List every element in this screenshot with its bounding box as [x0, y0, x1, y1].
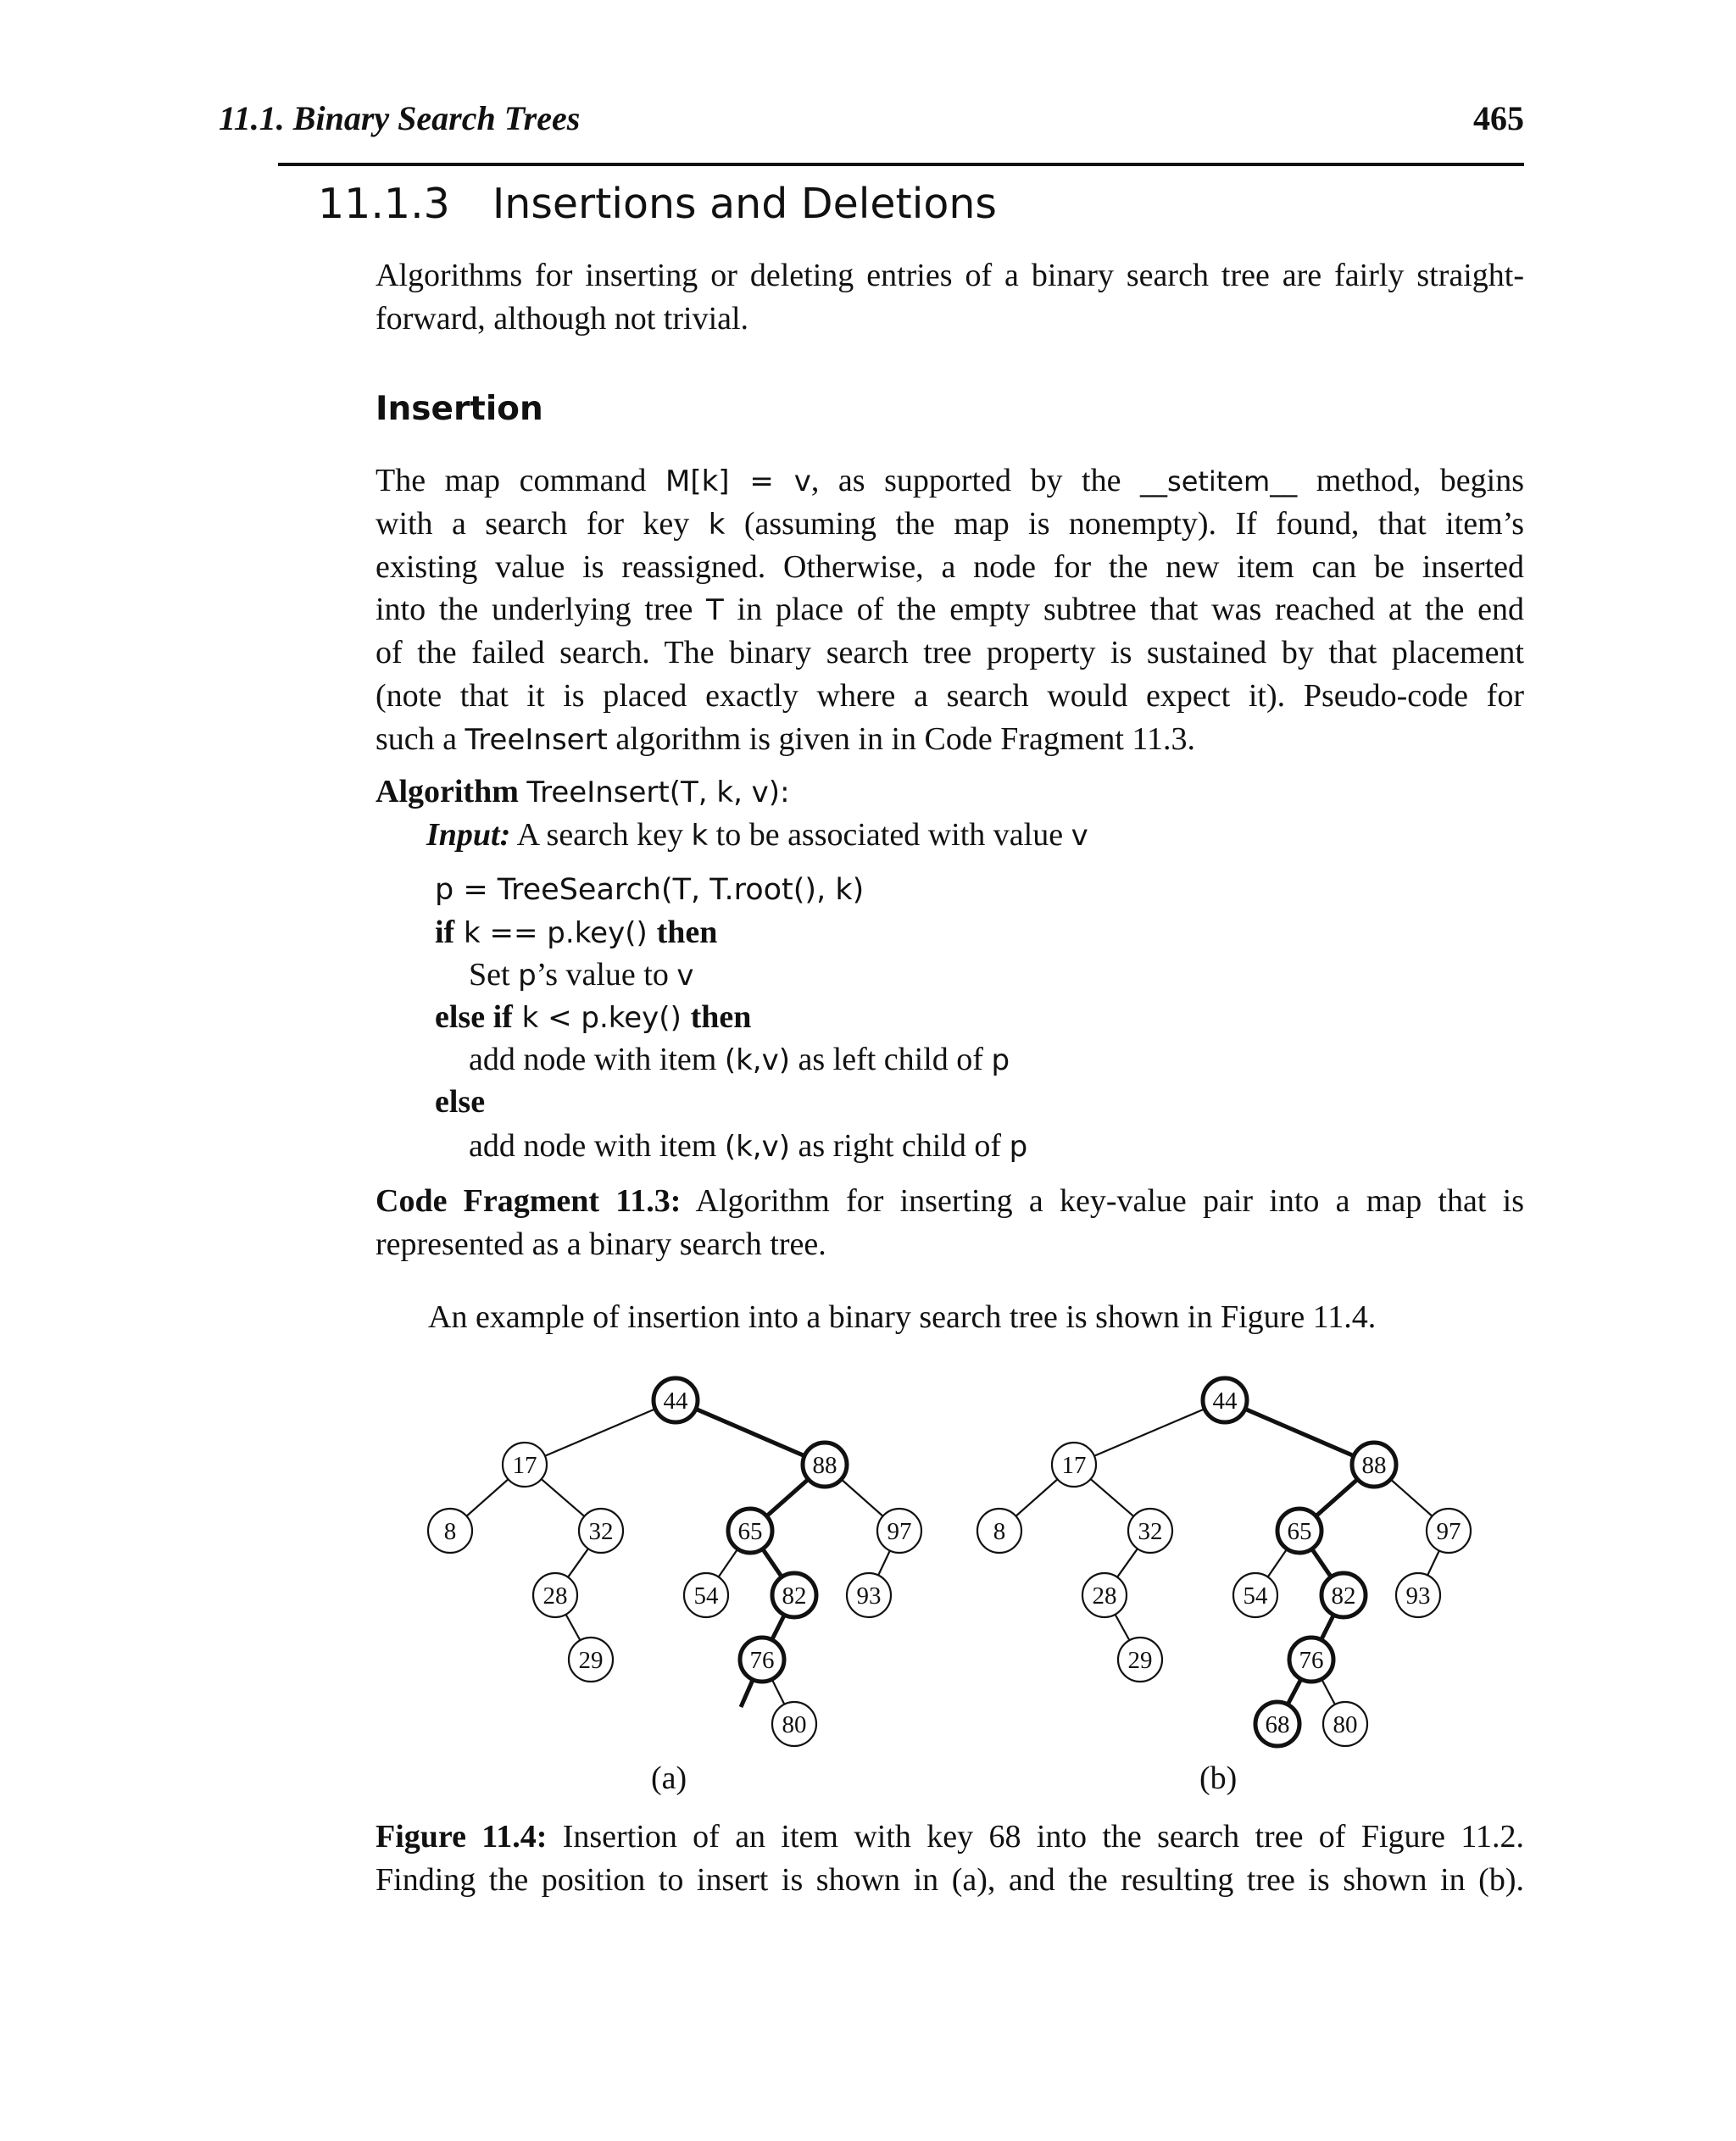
tree-node-label: 28	[1092, 1582, 1117, 1610]
tree-node-label: 54	[693, 1582, 719, 1610]
algorithm-input-line: Input: A search key k to be associated with value v	[426, 817, 1088, 853]
code-caption-line-1: Code Fragment 11.3: Algorithm for inserting a key-value pair into a map that is	[376, 1183, 1525, 1219]
tree-node-label: 28	[542, 1582, 568, 1610]
tree-node-label: 97	[1436, 1518, 1461, 1545]
tree-edge	[841, 1479, 882, 1516]
tree-edge	[545, 1409, 655, 1456]
tree-node-label: 44	[663, 1387, 688, 1415]
tree-edge	[1091, 1479, 1134, 1516]
tree-node-label: 76	[749, 1647, 775, 1674]
algorithm-if-line: if k == p.key() then	[435, 915, 718, 950]
tree-edge	[1268, 1549, 1288, 1577]
tree-edge	[772, 1679, 785, 1704]
tree-node-label: 88	[812, 1452, 837, 1479]
insertion-path-stub	[741, 1680, 753, 1707]
tree-edge	[1116, 1615, 1130, 1640]
tree-edge	[772, 1615, 785, 1639]
tree-node-label: 82	[782, 1582, 807, 1610]
insertion-line-6: (note that it is placed exactly where a search would expect it). Pseudo-code for	[376, 677, 1524, 714]
algorithm-elseif-line: else if k < p.key() then	[435, 999, 752, 1035]
tree-edge	[1321, 1615, 1334, 1639]
algorithm-add-right-line: add node with item (k,v) as right child of p	[469, 1128, 1028, 1164]
running-header-title: 11.1. Binary Search Trees	[219, 99, 581, 137]
intro-line-2: forward, although not trivial.	[376, 300, 749, 336]
page-number: 465	[1473, 99, 1524, 137]
code-caption-line-2: represented as a binary search tree.	[376, 1226, 826, 1262]
figure-caption	[376, 1816, 1524, 1902]
tree-edge	[1015, 1479, 1057, 1516]
tree-edge	[1245, 1409, 1354, 1455]
tree-edge	[696, 1409, 804, 1455]
tree-edge	[1390, 1479, 1432, 1516]
tree-edge	[719, 1549, 738, 1577]
tree-node-label: 93	[856, 1582, 882, 1610]
tree-node-label: 8	[993, 1518, 1006, 1545]
tree-node-label: 44	[1212, 1387, 1238, 1415]
tree-edge	[542, 1479, 585, 1516]
tree-edge	[766, 1479, 808, 1516]
insertion-heading: Insertion	[376, 390, 543, 428]
section-title-text: Insertions and Deletions	[492, 180, 997, 228]
example-sentence: An example of insertion into a binary search tree is shown in Figure 11.4.	[428, 1299, 1377, 1335]
tree-node-label: 29	[1127, 1647, 1153, 1674]
tree-a-label: (a)	[651, 1760, 687, 1796]
insertion-line-1: The map command M[k] = v, as supported by the __setitem__ method, begins	[376, 463, 1524, 498]
tree-edge	[466, 1479, 508, 1516]
insertion-line-3: existing value is reassigned. Otherwise, a node for the new item can be inserted	[376, 548, 1524, 585]
insertion-line-7: such a TreeInsert algorithm is given in in Code Fragment 11.3.	[376, 720, 1195, 757]
figure-caption-line-1: Figure 11.4: Insertion of an item with key 68 into the search tree of Figure 11.2.	[376, 1819, 1524, 1855]
algorithm-else-line: else	[435, 1084, 486, 1120]
tree-node-label: 54	[1243, 1582, 1268, 1610]
intro-line-1: Algorithms for inserting or deleting entries of a binary search tree are fairly straight-	[376, 258, 1524, 293]
tree-edge	[1094, 1409, 1205, 1456]
tree-edge	[1427, 1550, 1439, 1575]
tree-edge	[1288, 1679, 1301, 1704]
tree-node-label: 76	[1299, 1647, 1324, 1674]
tree-node-label: 97	[887, 1518, 912, 1545]
tree-node-label: 65	[737, 1518, 763, 1545]
algorithm-set-line: Set p’s value to v	[469, 957, 694, 993]
tree-b	[977, 1378, 1471, 1746]
insertion-line-5: of the failed search. The binary search tree property is sustained by that placement	[376, 635, 1524, 671]
tree-edge	[1316, 1479, 1357, 1516]
tree-b-label: (b)	[1199, 1760, 1238, 1796]
tree-node-label: 8	[443, 1518, 457, 1545]
tree-node-label: 17	[1061, 1452, 1087, 1479]
tree-node-label: 32	[1138, 1518, 1163, 1545]
figure-caption-line-2: Finding the position to insert is shown in (a), and the resulting tree is shown in (b).	[376, 1862, 1524, 1898]
tree-a	[428, 1378, 921, 1746]
tree-node-label: 88	[1361, 1452, 1387, 1479]
section-number: 11.1.3	[318, 180, 450, 228]
tree-node-label: 68	[1265, 1711, 1290, 1738]
insertion-line-4: into the underlying tree T in place of the empty subtree that was reached at the end	[376, 592, 1524, 628]
tree-node-label: 80	[1333, 1711, 1358, 1738]
tree-edge	[1321, 1679, 1335, 1704]
tree-edge	[566, 1615, 581, 1640]
insertion-line-2: with a search for key k (assuming the map is nonempty). If found, that item’s	[376, 505, 1525, 542]
tree-node-label: 32	[588, 1518, 614, 1545]
tree-edge	[1117, 1549, 1138, 1577]
algorithm-add-left-line: add node with item (k,v) as left child of p	[469, 1042, 1010, 1077]
algorithm-signature-line: Algorithm TreeInsert(T, k, v):	[376, 774, 790, 809]
tree-node-label: 65	[1287, 1518, 1312, 1545]
tree-edge	[568, 1549, 588, 1577]
tree-edge	[878, 1550, 890, 1575]
tree-node-label: 82	[1331, 1582, 1356, 1610]
tree-node-label: 80	[782, 1711, 807, 1738]
algorithm-search-line: p = TreeSearch(T, T.root(), k)	[435, 873, 865, 907]
tree-edge	[763, 1549, 782, 1577]
tree-node-label: 29	[578, 1647, 604, 1674]
tree-node-label: 93	[1405, 1582, 1431, 1610]
tree-edge	[1312, 1549, 1332, 1577]
tree-node-label: 17	[512, 1452, 537, 1479]
